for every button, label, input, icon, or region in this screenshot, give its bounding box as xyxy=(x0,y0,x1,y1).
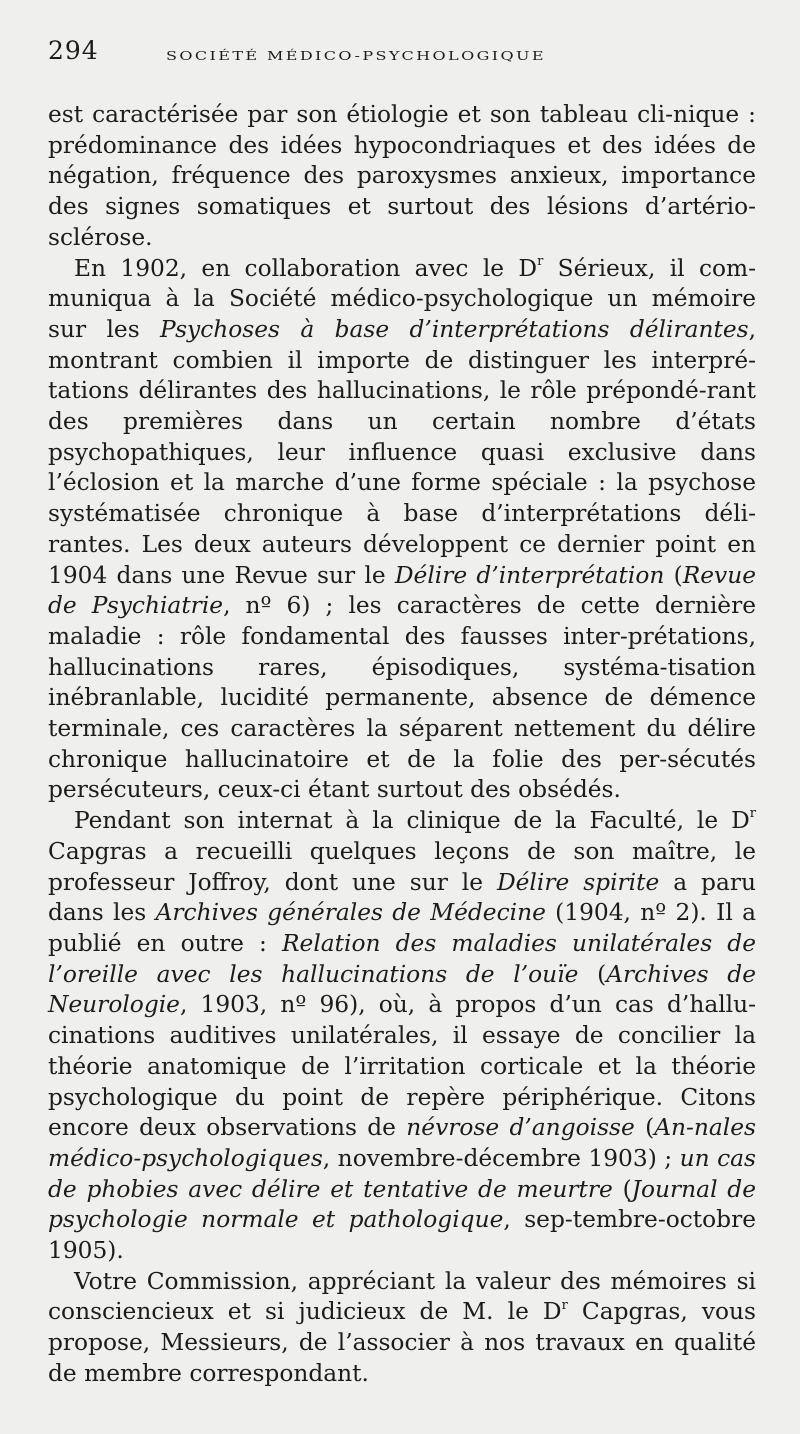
page-number: 294 xyxy=(48,36,99,65)
text-run: ( xyxy=(612,1175,632,1203)
italic-text: Délire d’interprétation xyxy=(394,561,665,589)
text-run: a paru dans les xyxy=(48,868,756,927)
italic-text: Revue de Psychiatrie xyxy=(48,561,756,620)
text-run: , novembre-décembre 1903) ; xyxy=(322,1144,680,1172)
page-header xyxy=(48,36,756,78)
paragraph xyxy=(48,1267,756,1390)
text-run: En 1902, en collaboration avec le D xyxy=(74,254,538,282)
italic-text: Relation des maladies unilatérales de l’oreille avec les hallucinations de l’ouïe xyxy=(48,929,756,988)
text-run: Capgras a recueilli quelques leçons de son maître, le professeur Joffroy, dont une sur le xyxy=(48,837,756,896)
italic-text: Délire spirite xyxy=(496,868,660,896)
text-run: Capgras, vous propose, Messieurs, de l’associer à nos travaux en qualité de membre correspondant. xyxy=(48,1298,756,1387)
text-run: , sep-tembre-octobre 1905). xyxy=(48,1206,756,1265)
italic-text: An-nales médico-psychologiques xyxy=(48,1114,756,1172)
text-run: , montrant combien il importe de distinguer les interpré-tations délirantes des hallucinations, le rôle prépondé-rant des premières dans un certain nombre d’états psychopathiques, leur influence quasi exclusive dans l’éclosion et la marche d’une forme spéciale : la psychose systématisée chronique à base d’interprétations déli-rantes. Les deux auteurs développent ce dernier point en 1904 dans une Revue sur le xyxy=(48,315,756,589)
text-run: Votre Commission, appréciant la valeur des mémoires si consciencieux et si judicieux de M. le D xyxy=(48,1267,756,1326)
superscript: r xyxy=(537,253,544,269)
italic-text: Archives de Neurologie xyxy=(48,960,756,1019)
paragraph xyxy=(48,100,756,254)
text-run: ( xyxy=(634,1114,655,1142)
text-run: , nº 6) ; les caractères de cette dernière maladie : rôle fondamental des fausses inter-prétations, hallucinations rares, épisodiques, systéma-tisation inébranlable, lucidité permanente, absence de démence terminale, ces caractères la séparent nettement du délire chronique hallucinatoire et de la folie des per-sécutés persécuteurs, ceux-ci étant surtout des obsédés. xyxy=(48,592,756,804)
text-run: , 1903, nº 96), où, à propos d’un cas d’hallu-cinations auditives unilatérales, il essaye de concilier la théorie anatomique de l’irritation corticale et la théorie psychologique du point de repère périphérique. Citons encore deux observations de xyxy=(48,991,756,1142)
text-run: est caractérisée par son étiologie et son tableau cli-nique : prédominance des idées hypocondriaques et des idées de négation, fréquence des paroxysmes anxieux, importance des signes somatiques et surtout des lésions d’artério-sclérose. xyxy=(48,101,756,251)
italic-text: Archives générales de Médecine xyxy=(155,899,546,927)
italic-text: Journal de psychologie normale et pathologique xyxy=(48,1175,756,1234)
italic-text: névrose d’angoisse xyxy=(406,1114,635,1142)
superscript: r xyxy=(561,1297,568,1313)
text-run: ( xyxy=(578,960,607,988)
italic-text: un cas de phobies avec délire et tentative de meurtre xyxy=(48,1144,756,1203)
text-run: Pendant son internat à la clinique de la Faculté, le D xyxy=(74,807,750,835)
superscript: r xyxy=(749,806,756,822)
italic-text: Psychoses à base d’interprétations délirantes xyxy=(160,315,749,343)
paragraph xyxy=(48,254,756,807)
text-run: ( xyxy=(664,561,683,589)
body-text xyxy=(48,100,756,1390)
text-run: Sérieux, il com-muniqua à la Société médico-psychologique un mémoire sur les xyxy=(48,254,757,343)
paragraph xyxy=(48,806,756,1267)
text-run: (1904, nº 2). Il a publié en outre : xyxy=(48,899,756,957)
running-title: SOCIÉTÉ MÉDICO-PSYCHOLOGIQUE xyxy=(166,48,546,63)
